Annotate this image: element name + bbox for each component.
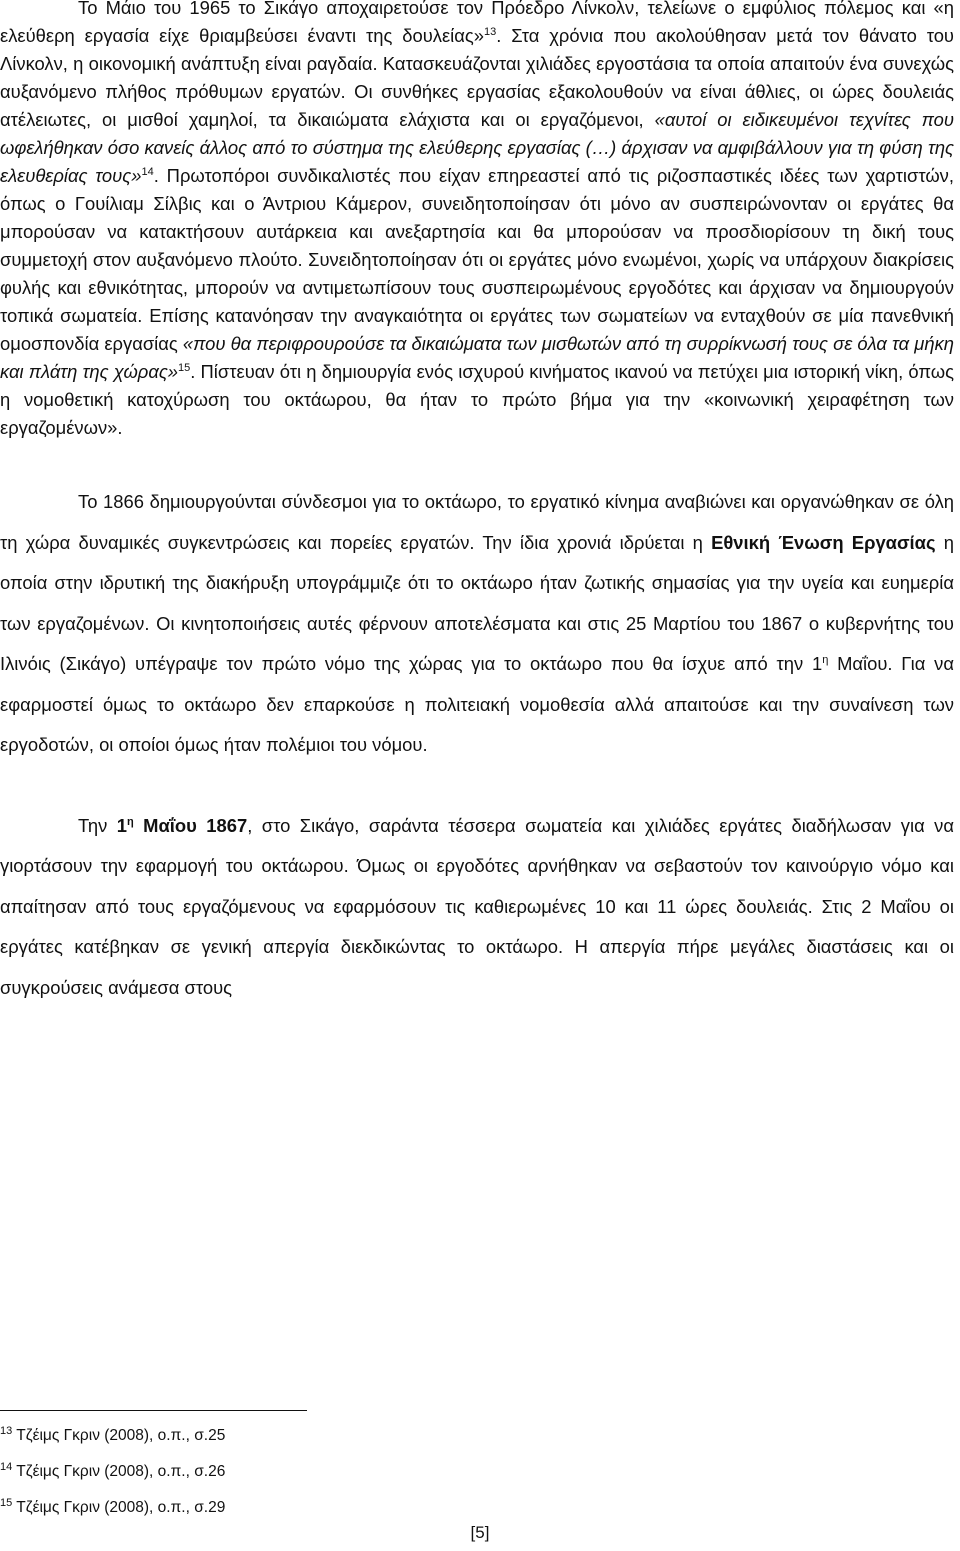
paragraph-1-sentence-2: . Στα χρόνια που ακολούθησαν μετά τον θάνατο του Λίνκολν, η οικονομική ανάπτυξη είναι ραγδαία. Κατασκευάζονται χιλιάδες εργοστάσια τα οποία απαιτούν ένα συνεχώς αυξανόμενο πλήθος πρόθυμων εργατών. Οι συνθήκες εργασίας εξακολουθούν να είναι άθλιες, οι ώρες δουλειάς ατέλειωτες, οι μισθοί χαμηλοί, τα δικαιώματα ελάχιστα και οι εργαζόμενοι, (0, 25, 954, 130)
paragraph-2-sentence-2: η οποία στην ιδρυτική της διακήρυξη υπογράμμιζε ότι το οκτάωρο ήταν ζωτικής σημασίας για την υγεία και ευημερία των εργαζομένων. Οι κινητοποιήσεις αυτές φέρνουν αποτελέσματα και στις 25 Μαρτίου του 1867 ο κυβερνήτης του Ιλινόις (Σικάγο) υπέγραψε τον πρώτο νόμο της χώρας για το οκτάωρο που θα ίσχυε από την 1 (0, 531, 954, 674)
may-day-ordinal: η (127, 815, 134, 828)
paragraph-1-sentence-1: Το Μάιο του 1965 το Σικάγο αποχαιρετούσε τον Πρόεδρο Λίνκολν, τελείωνε ο εμφύλιος πόλεμος και «η ελεύθερη εργασία είχε θριαμβεύσει έναντι της δουλείας» (0, 0, 954, 46)
footnote-13 (0, 1418, 225, 1454)
footnotes (0, 1418, 225, 1526)
paragraph-2-sentence-1: Το 1866 δημιουργούνται σύνδεσμοι για το οκτάωρο, το εργατικό κίνημα αναβιώνει και οργανώθηκαν σε όλη τη χώρα δυναμικές συγκεντρώσεις και πορείες εργατών. Την ίδια χρονιά ιδρύεται η (0, 491, 954, 553)
paragraph-3-lead: Την (78, 814, 117, 836)
paragraph-1 (0, 0, 954, 442)
may-day-date-month-year: Μαΐου 1867 (133, 814, 248, 836)
footnote-text: Τζέιμς Γκριν (2008), ο.π., σ.29 (16, 1499, 226, 1516)
footnote-ref-14: 14 (141, 165, 154, 178)
national-labor-union-name: Εθνική Ένωση Εργασίας (711, 531, 936, 553)
footnote-number: 14 (0, 1460, 13, 1473)
paragraph-2 (0, 482, 954, 766)
footnote-number: 13 (0, 1424, 13, 1437)
ordinal-superscript: η (822, 653, 829, 666)
quote-skilled-artisans: «αυτοί οι ειδικευμένοι τεχνίτες που ωφελήθηκαν όσο κανείς άλλος από το σύστημα της ελεύθερης εργασίας (…) άρχισαν να αμφιβάλλουν για τη φύση της ελευθερίας τους» (0, 109, 954, 186)
footnote-text: Τζέιμς Γκριν (2008), ο.π., σ.26 (16, 1463, 226, 1480)
footnote-14 (0, 1454, 225, 1490)
page-number: [5] (470, 1523, 490, 1542)
paragraph-1-sentence-4: . Πίστευαν ότι η δημιουργία ενός ισχυρού κινήματος ικανού να πετύχει μια ιστορική νίκη, όπως η νομοθετική κατοχύρωση του οκτάωρου, θα ήταν το πρώτο βήμα για την «κοινωνική χειραφέτηση των εργαζομένων». (0, 361, 954, 438)
footnote-ref-13: 13 (483, 25, 497, 38)
footnote-number: 15 (0, 1496, 13, 1509)
paragraph-2-sentence-3: Μαΐου. Για να εφαρμοστεί όμως το οκτάωρο δεν επαρκούσε η πολιτειακή νομοθεσία αλλά απαιτούσε και την συναίνεση των εργοδοτών, οι οποίοι όμως ήταν πολέμιοι του νόμου. (0, 653, 954, 755)
footnote-ref-15: 15 (178, 361, 191, 374)
footnote-text: Τζέιμς Γκριν (2008), ο.π., σ.25 (16, 1427, 226, 1444)
quote-national-federation: «που θα περιφρουρούσε τα δικαιώματα των μισθωτών από τη συρρίκνωσή τους σε όλα τα μήκη και πλάτη της χώρας» (0, 333, 954, 382)
footnote-15 (0, 1490, 225, 1526)
footnote-divider (0, 1410, 307, 1411)
paragraph-1-sentence-3: . Πρωτοπόροι συνδικαλιστές που είχαν επηρεαστεί από τις ριζοσπαστικές ιδέες των χαρτιστών, όπως ο Γουίλιαμ Σίλβις και ο Άντριου Κάμερον, συνειδητοποίησαν ότι μόνο αν συσπειρώνονταν οι εργάτες θα μπορούσαν να κατακτήσουν αυτάρκεια και ανεξαρτησία και θα μπορούσαν να προσδιορίσουν τη δική τους συμμετοχή στον αυξανόμενο πλούτο. Συνειδητοποίησαν ότι οι εργάτες μόνο ενωμένοι, χωρίς να υπάρχουν διακρίσεις φυλής και εθνικότητας, μπορούν να αντιμετωπίσουν τους συσπειρωμένους εργοδότες και άρχισαν να δημιουργούν τοπικά σωματεία. Επίσης κατανόησαν την αναγκαιότητα οι εργάτες των σωματείων να ενταχθούν σε μία πανεθνική ομοσπονδία εργασίας (0, 165, 954, 354)
paragraph-3-body: , στο Σικάγο, σαράντα τέσσερα σωματεία και χιλιάδες εργάτες διαδήλωσαν για να γιορτάσουν την εφαρμογή του οκτάωρου. Όμως οι εργοδότες αρνήθηκαν να σεβαστούν τον καινούργιο νόμο και απαίτησαν από τους εργαζόμενους να εφαρμόσουν τις καθιερωμένες 10 και 11 ώρες δουλειάς. Στις 2 Μαΐου οι εργάτες κατέβηκαν σε γενική απεργία διεκδικώντας το οκτάωρο. Η απεργία πήρε μεγάλες διαστάσεις και οι συγκρούσεις ανάμεσα στους (0, 814, 954, 998)
paragraph-3 (0, 806, 954, 1009)
may-day-date-day: 1 (116, 814, 127, 836)
